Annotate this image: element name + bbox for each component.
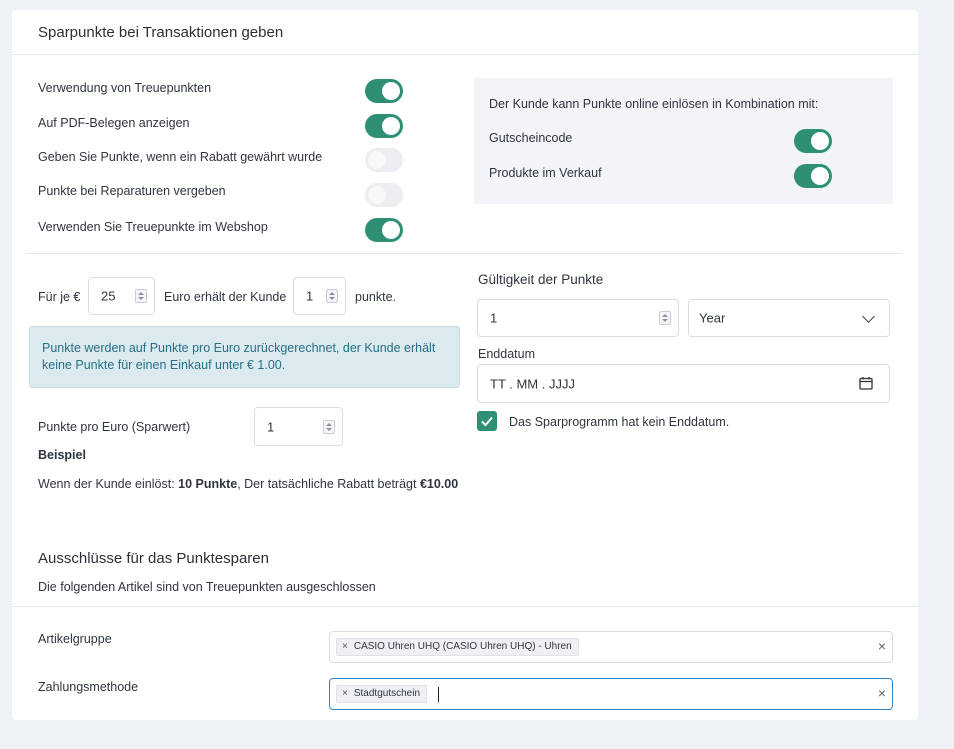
toggle-label-use-points: Verwendung von Treuepunkten [38, 81, 212, 95]
toggle-label-repairs: Punkte bei Reparaturen vergeben [38, 184, 226, 198]
exclusions-subtitle: Die folgenden Artikel sind von Treuepunkten ausgeschlossen [38, 580, 376, 594]
no-end-date-checkbox[interactable] [477, 411, 497, 431]
toggle-label-voucher: Gutscheincode [489, 131, 573, 145]
euro-amount-input[interactable] [88, 277, 155, 315]
example-amount: €10.00 [419, 477, 459, 491]
toggle-pdf[interactable] [365, 114, 403, 138]
toggle-webshop[interactable] [365, 218, 403, 242]
calendar-icon[interactable] [859, 376, 873, 393]
euro-amount-value: 25 [101, 288, 116, 304]
divider [12, 54, 918, 55]
toggle-label-webshop: Verwenden Sie Treuepunkte im Webshop [38, 220, 268, 234]
text-cursor [438, 687, 439, 702]
example-prefix: Wenn der Kunde einlöst: [38, 477, 179, 491]
toggle-use-points[interactable] [365, 79, 403, 103]
validity-label: Gültigkeit der Punkte [478, 272, 604, 287]
example-text [38, 477, 458, 491]
panel-heading: Der Kunde kann Punkte online einlösen in Kombination mit: [489, 97, 819, 111]
toggle-knob [382, 221, 400, 239]
stepper-icon[interactable] [659, 311, 671, 325]
clear-icon[interactable]: × [877, 685, 886, 701]
info-alert: Punkte werden auf Punkte pro Euro zurückgerechnet, der Kunde erhält keine Punkte für einen Einkauf unter € 1.00. [29, 326, 460, 388]
example-middle: , Der tatsächliche Rabatt beträgt [237, 477, 420, 491]
stepper-icon[interactable] [323, 420, 335, 434]
article-group-label: Artikelgruppe [38, 632, 112, 646]
example-points: 10 Punkte [178, 477, 238, 491]
toggle-label-sale-products: Produkte im Verkauf [489, 166, 602, 180]
exclusions-title: Ausschlüsse für das Punktesparen [38, 550, 269, 567]
toggle-discount[interactable] [365, 148, 403, 172]
toggle-knob [382, 117, 400, 135]
section-title: Sparpunkte bei Transaktionen geben [38, 24, 284, 41]
toggle-label-pdf: Auf PDF-Belegen anzeigen [38, 116, 190, 130]
article-group-tag [336, 638, 579, 656]
validity-unit: Year [699, 310, 726, 326]
no-end-date-label: Das Sparprogramm hat kein Enddatum. [509, 415, 730, 429]
validity-value-input[interactable] [477, 299, 679, 337]
payment-method-multiselect[interactable] [329, 678, 893, 710]
toggle-knob [811, 132, 829, 150]
toggle-voucher[interactable] [794, 129, 832, 153]
end-date-placeholder: TT . MM . JJJJ [490, 376, 575, 391]
divider [26, 253, 902, 254]
check-icon [480, 414, 494, 428]
example-heading: Beispiel [38, 448, 86, 462]
earn-suffix: punkte. [355, 290, 397, 304]
remove-tag-icon[interactable]: × [342, 688, 348, 699]
toggle-sale-products[interactable] [794, 164, 832, 188]
points-amount-input[interactable] [293, 277, 346, 315]
toggle-knob [382, 82, 400, 100]
toggle-label-discount: Geben Sie Punkte, wenn ein Rabatt gewährt wurde [38, 150, 323, 164]
end-date-label: Enddatum [478, 347, 535, 361]
validity-value: 1 [490, 310, 498, 326]
validity-unit-select[interactable] [688, 299, 890, 337]
tag-label: Stadtgutschein [353, 688, 421, 699]
toggle-knob [811, 167, 829, 185]
points-per-euro-label: Punkte pro Euro (Sparwert) [38, 420, 191, 434]
divider [12, 606, 918, 607]
toggle-knob [368, 186, 386, 204]
online-redeem-panel [474, 78, 893, 204]
points-per-euro-value: 1 [267, 419, 275, 434]
payment-method-tag [336, 685, 427, 703]
loyalty-settings-card [12, 10, 918, 720]
stepper-icon[interactable] [135, 289, 147, 303]
payment-method-label: Zahlungsmethode [38, 680, 139, 694]
toggle-knob [368, 151, 386, 169]
earn-middle: Euro erhält der Kunde [164, 290, 287, 304]
points-amount-value: 1 [306, 288, 314, 304]
remove-tag-icon[interactable]: × [342, 641, 348, 652]
tag-label: CASIO Uhren UHQ (CASIO Uhren UHQ) - Uhren [353, 641, 572, 652]
toggle-repairs[interactable] [365, 183, 403, 207]
clear-icon[interactable]: × [877, 638, 886, 654]
end-date-input[interactable] [477, 364, 890, 403]
article-group-multiselect[interactable] [329, 631, 893, 663]
points-per-euro-input[interactable] [254, 407, 343, 446]
earn-prefix: Für je € [38, 290, 81, 304]
chevron-down-icon [862, 310, 875, 323]
stepper-icon[interactable] [326, 289, 338, 303]
